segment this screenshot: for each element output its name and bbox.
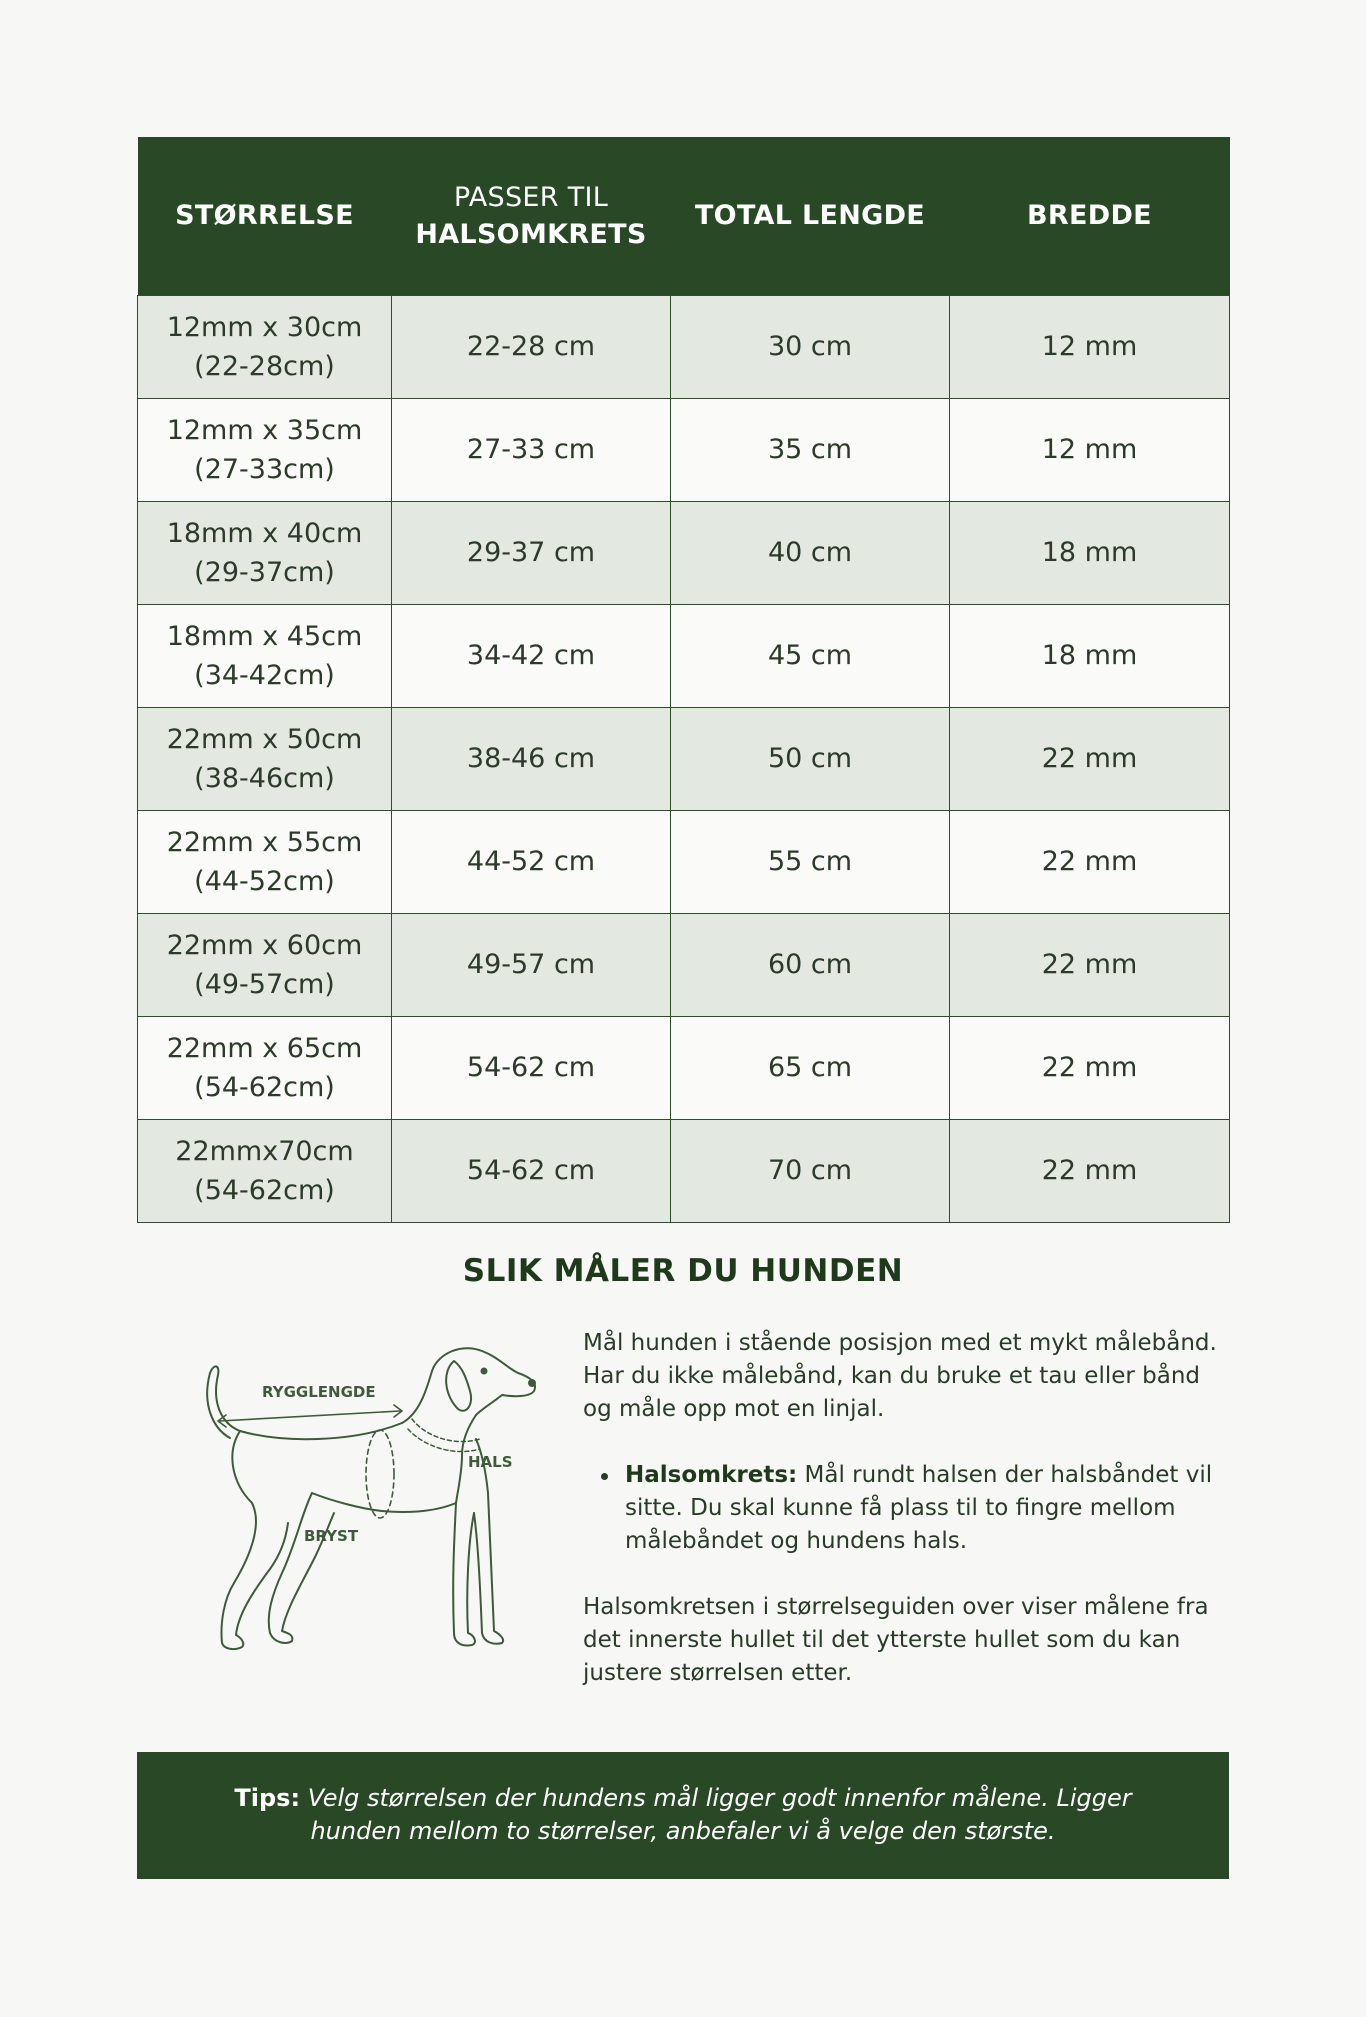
header-length: TOTAL LENGDE [671,137,950,295]
cell-size [138,707,392,810]
tips-text: Velg størrelsen der hundens mål ligger godt innenfor målene. Ligger hunden mellom to størrelser, anbefaler vi å velge den største. [300,1784,1132,1845]
size-range: (54-62cm) [194,1174,335,1206]
table-row [138,707,1230,810]
cell-fits: 22-28 cm [392,295,671,398]
cell-size [138,1016,392,1119]
cell-width: 22 mm [950,913,1230,1016]
label-chest: BRYST [304,1526,359,1545]
cell-length: 35 cm [671,398,950,501]
table-row [138,810,1230,913]
measure-section [137,1327,1229,1727]
cell-size [138,295,392,398]
cell-width: 18 mm [950,501,1230,604]
size-range: (54-62cm) [194,1071,335,1103]
table-row [138,1119,1230,1222]
size-range: (38-46cm) [194,762,335,794]
size-range: (49-57cm) [194,968,335,1000]
cell-size [138,913,392,1016]
cell-length: 70 cm [671,1119,950,1222]
cell-length: 65 cm [671,1016,950,1119]
measure-list [583,1459,1223,1558]
tips-banner [137,1752,1229,1879]
size-label: 18mm x 40cm [166,517,363,549]
cell-width: 18 mm [950,604,1230,707]
size-table [137,137,1230,1223]
cell-size [138,501,392,604]
cell-length: 45 cm [671,604,950,707]
cell-size [138,604,392,707]
header-fits [392,137,671,295]
cell-fits: 54-62 cm [392,1119,671,1222]
size-range: (44-52cm) [194,865,335,897]
size-range: (34-42cm) [194,659,335,691]
measure-intro: Mål hunden i stående posisjon med et mykt målebånd. Har du ikke målebånd, kan du bruke et tau eller bånd og måle opp mot en linjal. [583,1329,1217,1422]
cell-fits: 44-52 cm [392,810,671,913]
size-range: (27-33cm) [194,453,335,485]
cell-length: 40 cm [671,501,950,604]
label-neck: HALS [468,1452,513,1471]
cell-fits: 54-62 cm [392,1016,671,1119]
cell-fits: 27-33 cm [392,398,671,501]
cell-fits: 34-42 cm [392,604,671,707]
size-label: 22mm x 65cm [166,1032,363,1064]
cell-fits: 29-37 cm [392,501,671,604]
header-size: STØRRELSE [138,137,392,295]
bullet-text: Mål rundt halsen der halsbåndet vil sitte. Du skal kunne få plass til to fingre mellom målebåndet og hundens hals. [625,1461,1213,1554]
dog-outline-icon [162,1343,562,1679]
cell-fits: 38-46 cm [392,707,671,810]
size-range: (22-28cm) [194,350,335,382]
page-content [137,137,1229,1845]
size-label: 22mmx70cm [175,1135,354,1167]
cell-width: 22 mm [950,1119,1230,1222]
table-row [138,501,1230,604]
dog-measurement-diagram [162,1343,562,1679]
size-label: 22mm x 55cm [166,826,363,858]
cell-width: 22 mm [950,1016,1230,1119]
measure-section-title: SLIK MÅLER DU HUNDEN [462,1252,904,1289]
table-row [138,604,1230,707]
tips-label: Tips: [234,1784,301,1812]
measure-outro: Halsomkretsen i størrelseguiden over viser målene fra det innerste hullet til det ytterste hullet som du kan justere størrelsen etter. [583,1593,1209,1686]
measure-instructions [583,1327,1223,1723]
size-label: 22mm x 50cm [166,723,363,755]
bullet-term: Halsomkrets: [625,1461,798,1488]
cell-width: 22 mm [950,707,1230,810]
cell-length: 50 cm [671,707,950,810]
cell-width: 12 mm [950,398,1230,501]
table-row [138,913,1230,1016]
cell-length: 55 cm [671,810,950,913]
cell-size [138,398,392,501]
size-label: 22mm x 60cm [166,929,363,961]
cell-fits: 49-57 cm [392,913,671,1016]
header-fits-line2: HALSOMKRETS [415,218,647,250]
table-row [138,1016,1230,1119]
size-table-header [138,137,1230,295]
size-table-body [138,295,1230,1222]
cell-width: 22 mm [950,810,1230,913]
cell-length: 30 cm [671,295,950,398]
label-back-length: RYGGLENGDE [262,1382,376,1401]
cell-size [138,810,392,913]
cell-length: 60 cm [671,913,950,1016]
size-label: 12mm x 30cm [166,311,363,343]
table-row [138,398,1230,501]
header-fits-line1: PASSER TIL [453,181,609,213]
cell-width: 12 mm [950,295,1230,398]
header-width: BREDDE [950,137,1230,295]
size-label: 18mm x 45cm [166,620,363,652]
cell-size [138,1119,392,1222]
table-row [138,295,1230,398]
size-range: (29-37cm) [194,556,335,588]
size-label: 12mm x 35cm [166,414,363,446]
list-item [583,1459,1223,1558]
